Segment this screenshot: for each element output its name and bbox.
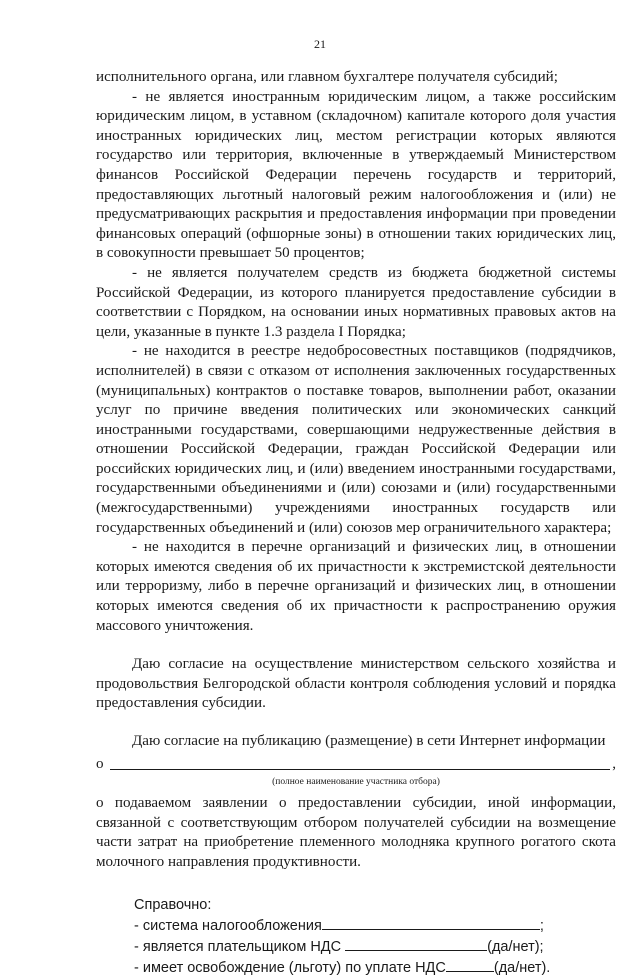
paragraph-unreliable-suppliers: - не находится в реестре недобросовестных поставщиков (подрядчиков, исполнителей) в связи с отказом от исполнения заключенных государственных (муниципальных) контрактов о поставке товаров, выполнении работ, оказании услуг по причине введения политических или экономических санкций иностранными государствами, совершающими недружественные действия в отношении Российской Федерации, граждан Российской Федерации или российских юридических лиц, и (или) введением иностранными государствами, государственными объединениями и (или) союзами и (или) государственными (межгосударственными) учреждениями иностранных государств или государственных объединений и (или) союзов мер ограничительного характера; [96, 343, 616, 536]
page-number: 21 [314, 37, 326, 51]
reference-heading: Справочно: [134, 896, 212, 913]
vat-exempt-label: - имеет освобождение (льготу) по уплате НДС [134, 959, 446, 976]
vat-payer-label: - является плательщиком НДС [134, 938, 342, 955]
participant-name-field[interactable] [110, 757, 611, 770]
participant-name-row [96, 755, 616, 775]
consent-publication: Даю согласие на публикацию (размещение) в сети Интернет информации [132, 733, 606, 749]
vat-exempt-row [134, 958, 616, 979]
vat-exempt-end: (да/нет). [493, 959, 551, 976]
consent-control: Даю согласие на осуществление министерством сельского хозяйства и продовольствия Белгородской области контроля соблюдения условий и порядка предоставления субсидии. [96, 656, 616, 712]
paragraph-extremism-list: - не находится в перечне организаций и физических лиц, в отношении которых имеются сведения об их причастности к экстремистской деятельности или терроризму, либо в перечне организаций и физических лиц, в отношении которых имеются сведения об их причастности к распространению оружия массового уничтожения. [96, 539, 616, 634]
tax-system-row [134, 916, 616, 937]
paragraph-continuation: исполнительного органа, или главном бухгалтере получателя субсидий; [96, 69, 558, 85]
vat-payer-end: (да/нет); [487, 938, 544, 955]
reference-block [96, 895, 616, 979]
participant-name-caption: (полное наименование участника отбора) [272, 777, 440, 788]
vat-payer-row [134, 937, 616, 958]
vat-payer-field[interactable] [345, 938, 487, 951]
fill-prefix: о [96, 755, 104, 772]
tax-system-label: - система налогообложения [134, 917, 322, 934]
tax-system-field[interactable] [322, 917, 540, 930]
fill-suffix: , [612, 755, 616, 772]
paragraph-budget-funds: - не является получателем средств из бюджета бюджетной системы Российской Федерации, из которого планируется предоставление субсидии в соответствии с Порядком, на основании иных нормативных правовых актов на цели, указанные в пункте 1.3 раздела I Порядка; [96, 264, 616, 340]
paragraph-foreign-entity: - не является иностранным юридическим лицом, а также российским юридическим лицом, в уставном (складочном) капитале которого доля участия иностранных юридических лиц, местом регистрации которых являются государство или территория, включенные в утверждаемый Министерством финансов Российской Федерации перечень государств и территорий, предоставляющих льготный налоговый режим налогообложения и (или) не предусматривающих раскрытия и предоставления информации при проведении финансовых операций (офшорные зоны) в отношении таких юридических лиц, в совокупности превышает 50 процентов; [96, 88, 616, 262]
document-body [96, 68, 616, 979]
publication-continuation: о подаваемом заявлении о предоставлении субсидии, иной информации, связанной с соответствующим отбором получателей субсидии на возмещение части затрат на приобретение племенного молодняка крупного рогатого скота молочного направления продуктивности. [96, 795, 616, 870]
tax-system-end: ; [539, 917, 544, 934]
vat-exempt-field[interactable] [446, 959, 494, 972]
